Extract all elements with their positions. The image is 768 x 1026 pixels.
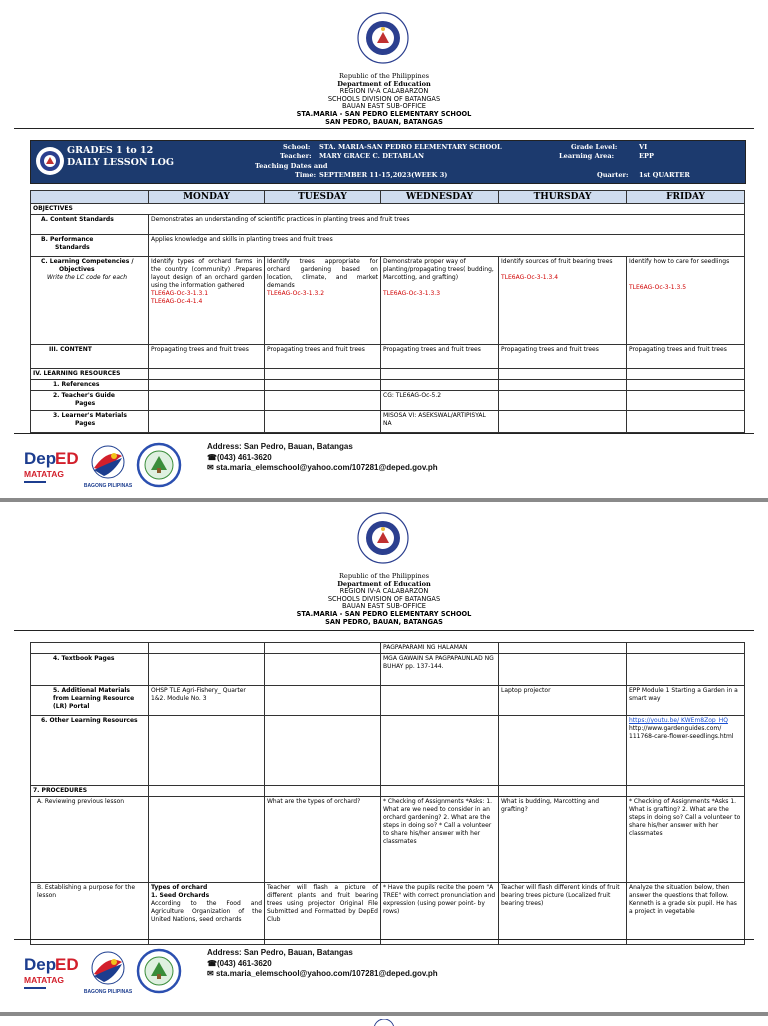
dates-value: SEPTEMBER 11-15,2023(WEEK 3) [319,171,448,179]
empty-cell [149,369,265,380]
empty-cell [149,716,265,786]
lm-wednesday: MISOSA VI: ASEKSWAL/ARTIPISYAL NA [381,411,499,433]
svg-text:BAGONG PILIPINAS: BAGONG PILIPINAS [84,483,132,489]
dll-title-line: GRADES 1 to 12 [67,145,154,156]
empty-cell [381,380,499,391]
lc-thursday [499,257,627,345]
empty-cell [149,786,265,797]
row-label-line: C. Learning Competencies / [41,258,134,265]
contact-block [207,442,438,474]
empty-cell [499,380,627,391]
table-row [31,257,745,345]
page-2 [0,502,768,1012]
tg-wednesday: CG: TLE6AG-Oc-5.2 [381,391,499,411]
divider [14,939,754,940]
table-row [31,380,745,391]
lc-text: Identify how to care for seedlings [629,258,730,265]
lc-text: Demonstrate proper way of planting/propagating trees( budding, Marcotting, and grafting) [383,258,494,281]
dll-header [30,140,746,184]
addl-monday: OHSP TLE Agri-Fishery_ Quarter 1&2. Module No. 3 [149,686,265,716]
svg-text:Dep: Dep [24,449,57,468]
svg-text:ED: ED [55,449,79,468]
empty-cell [265,786,381,797]
lc-text: Identify trees appropriate for orchard gardening based on location, climate, and market demands [267,258,378,289]
lc-tuesday [265,257,381,345]
letterhead-line: BAUAN EAST SUB-OFFICE [342,602,426,611]
empty-cell [265,643,381,654]
row-label [31,235,149,257]
purpose-thursday: Teacher will flash different kinds of fruit bearing trees picture (Localized fruit bearing trees) [499,883,627,945]
footer [0,436,768,496]
content-tuesday: Propagating trees and fruit trees [265,345,381,369]
letterhead-line: SAN PEDRO, BAUAN, BATANGAS [325,617,443,626]
phone-icon: ☎ [207,452,217,462]
svg-text:BAGONG PILIPINAS: BAGONG PILIPINAS [84,989,132,995]
letterhead-line: SAN PEDRO, BAUAN, BATANGAS [325,117,443,126]
review-thursday: What is budding, Marcotting and grafting? [499,797,627,883]
textbook-wednesday: MGA GAWAIN SA PAGPAPAUNLAD NG BUHAY pp. 137-144. [381,654,499,686]
teacher-value: MARY GRACE C. DETABLAN [319,152,424,160]
row-label [31,391,149,411]
letterhead-line: SCHOOLS DIVISION OF BATANGAS [327,94,441,103]
empty-cell [381,716,499,786]
table-row [31,369,745,380]
day-tuesday: TUESDAY [265,191,381,204]
purpose-tuesday: Teacher will flash a picture of different plants and fruit bearing trees using projector Original File Submitted and Formatted by DepEd Club [265,883,381,945]
row-label-line: B. Performance [41,236,94,243]
page-3-peek [0,1016,768,1026]
empty-cell [149,391,265,411]
purpose-monday [149,883,265,945]
bagong-pilipinas-logo-icon [84,948,132,996]
svg-text:MATATAG: MATATAG [24,975,64,985]
table-row [31,204,745,215]
lc-text: Identify types of orchard farms in the country (community) .Prepares layout design of an orchard garden using the information gathered [151,258,262,289]
address-text: Address: San Pedro, Bauan, Batangas [207,442,353,451]
school-seal-icon [136,442,182,488]
lc-code: TLE6AG-Oc-3-1.3.5 [629,284,687,291]
school-value: STA. MARIA-SAN PEDRO ELEMENTARY SCHOOL [319,143,502,151]
purpose-subtitle: 1. Seed Orchards [151,892,210,899]
dll-title-block [31,141,211,183]
empty-cell [627,391,745,411]
grade-value: VI [639,143,648,151]
content-wednesday: Propagating trees and fruit trees [381,345,499,369]
empty-cell [627,654,745,686]
empty-cell [265,716,381,786]
row-label: A. Content Standards [31,215,149,235]
lc-code: TLE6AG-Oc-3-1.3.2 [267,290,325,297]
letterhead-line: REGION IV-A CALABARZON [339,587,429,596]
day-wednesday: WEDNESDAY [381,191,499,204]
row-label-line: Pages [75,400,96,407]
letterhead-line: SCHOOLS DIVISION OF BATANGAS [327,594,441,603]
letterhead-line: Department of Education [337,79,431,88]
address-text: Address: San Pedro, Bauan, Batangas [207,948,353,957]
day-thursday: THURSDAY [499,191,627,204]
lc-wednesday [381,257,499,345]
empty-cell [149,797,265,883]
table-row [31,883,745,945]
lc-code: TLE6AG-Oc-3-1.3.1 [151,290,209,297]
svg-text:ED: ED [55,955,79,974]
empty-cell [265,686,381,716]
empty-cell [149,643,265,654]
email-line [207,969,438,980]
row-label: 7. PROCEDURES [31,786,149,797]
empty-cell [265,411,381,433]
page-1 [0,0,768,498]
purpose-wednesday: * Have the pupils recite the poem "A TREE" with correct pronunciation and expression (using power point- by rows) [381,883,499,945]
row-label: 1. References [31,380,149,391]
bagong-pilipinas-logo-icon [84,442,132,490]
empty-cell [265,369,381,380]
row-label: III. CONTENT [31,345,149,369]
envelope-icon: ✉ [207,969,216,978]
lc-code: TLE6AG-Oc-3-1.3.4 [501,274,559,281]
phone-icon: ☎ [207,958,217,968]
empty-cell [627,369,745,380]
svg-text:Dep: Dep [24,955,57,974]
youtube-link[interactable]: https://youtu.be/ KWEm8Zop_HQ [629,717,728,724]
letterhead-line: STA.MARIA - SAN PEDRO ELEMENTARY SCHOOL [296,609,472,618]
letterhead-line: REGION IV-A CALABARZON [339,87,429,96]
lc-code: TLE6AG-Oc-3-1.3.3 [383,290,441,297]
review-friday: * Checking of Assignments *Asks 1. What is grafting? 2. What are the steps in doing so? Call a volunteer to share his/her answer with her classmates [627,797,745,883]
addl-thursday: Laptop projector [499,686,627,716]
empty-cell [499,643,627,654]
lc-friday [627,257,745,345]
grade-label: Grade Level: [571,143,618,151]
dates-label: Time: [295,171,317,179]
deped-seal-icon [35,146,65,176]
content-standards: Demonstrates an understanding of scientific practices in planting trees and fruit trees [149,215,745,235]
email-text: sta.maria_elemschool@yahoo.com/107281@deped.gov.ph [215,463,438,472]
corner-cell [31,191,149,204]
phone-text: (043) 461-3620 [216,958,272,968]
letterhead-line: Department of Education [337,579,431,588]
quarter-value: 1st QUARTER [639,171,690,179]
dll-title [67,145,174,169]
table-row [31,716,745,786]
row-label: 4. Textbook Pages [31,654,149,686]
dates-label: Teaching Dates and [255,162,328,170]
row-label-line: 3. Learner's Materials [53,412,127,419]
table-row [31,345,745,369]
empty-cell [381,786,499,797]
row-label: 6. Other Learning Resources [31,716,149,786]
deped-matatag-logo-icon [22,444,80,490]
table-row [31,215,745,235]
empty-cell [627,643,745,654]
letterhead-line: Republic of the Philippines [338,72,430,80]
empty-cell [499,391,627,411]
footer [0,942,768,1002]
content-thursday: Propagating trees and fruit trees [499,345,627,369]
row-label [31,257,149,345]
empty-cell [149,380,265,391]
deped-seal-icon [357,12,409,64]
row-label [31,411,149,433]
content-monday: Propagating trees and fruit trees [149,345,265,369]
empty-cell [381,686,499,716]
table-row [31,411,745,433]
table-row [31,643,745,654]
addl-friday: EPP Module 1 Starting a Garden in a smart way [627,686,745,716]
area-label: Learning Area: [559,152,615,160]
phone-text: (043) 461-3620 [216,452,272,462]
table-row [31,797,745,883]
empty-cell [499,716,627,786]
phone-line [207,959,438,970]
letterhead-line: Republic of the Philippines [338,572,430,580]
school-seal-icon [136,948,182,994]
envelope-icon: ✉ [207,463,216,472]
row-label-line: Standards [55,244,90,251]
divider [14,128,754,129]
performance-standards: Applies knowledge and skills in planting trees and fruit trees [149,235,745,257]
empty-cell [149,411,265,433]
empty-cell [499,369,627,380]
teacher-label: Teacher: [280,152,312,160]
empty-cell [499,411,627,433]
table-row [31,654,745,686]
lesson-table-continued [30,642,745,945]
empty-cell [627,786,745,797]
empty-cell [499,786,627,797]
deped-matatag-logo-icon [22,950,80,996]
svg-text:MATATAG: MATATAG [24,469,64,479]
empty-cell [265,654,381,686]
row-label: B. Establishing a purpose for the lesson [31,883,149,945]
table-row [31,686,745,716]
letterhead [0,573,768,626]
divider [14,433,754,434]
empty-cell [627,411,745,433]
day-friday: FRIDAY [627,191,745,204]
table-row [31,786,745,797]
letterhead-line: BAUAN EAST SUB-OFFICE [342,102,426,111]
row-label: IV. LEARNING RESOURCES [31,369,149,380]
table-row [31,391,745,411]
lesson-table [30,190,745,433]
purpose-text: According to the Food and Agriculture Organization of the United Nations, seed orchards [151,900,262,923]
area-value: EPP [639,152,654,160]
empty-cell [149,654,265,686]
content-friday: Propagating trees and fruit trees [627,345,745,369]
empty-cell [265,380,381,391]
empty-cell [31,643,149,654]
table-row [31,235,745,257]
phone-line [207,453,438,464]
contact-block [207,948,438,980]
lc-text: Identify sources of fruit bearing trees [501,258,613,265]
purpose-friday: Analyze the situation below, then answer the questions that follow. Kenneth is a grade six pupil. He has a project in vegetable [627,883,745,945]
other-friday [627,716,745,786]
letterhead-line: STA.MARIA - SAN PEDRO ELEMENTARY SCHOOL [296,109,472,118]
row-label-line: Objectives [59,266,95,273]
letterhead [0,73,768,126]
day-header-row [31,191,745,204]
day-monday: MONDAY [149,191,265,204]
lc-monday [149,257,265,345]
objectives-heading: OBJECTIVES [31,204,745,215]
empty-cell [265,391,381,411]
row-label: 5. Additional Materials from Learning Resource (LR) Portal [31,686,149,716]
lc-code: TLE6AG-Oc-4-1.4 [151,298,203,305]
purpose-title: Types of orchard [151,884,208,891]
deped-seal-icon [372,1019,396,1026]
gardenguides-link[interactable]: http://www.gardenguides.com/ 111768-care-flower-seedlings.html [629,725,734,740]
row-label-line: Write the LC code for each [47,274,128,281]
review-wednesday: * Checking of Assignments *Asks: 1. What are we need to consider in an orchard gardening? 2. What are the steps in doing so? * Call a volunteer to share his/her answer with her classmates [381,797,499,883]
dll-info [211,141,745,183]
school-label: School: [283,143,311,151]
dll-title-line: DAILY LESSON LOG [67,157,174,168]
empty-cell [499,654,627,686]
empty-cell [381,369,499,380]
row-label-line: 2. Teacher's Guide [53,392,115,399]
email-line [207,463,438,474]
divider [14,630,754,631]
row-label: A. Reviewing previous lesson [31,797,149,883]
empty-cell [627,380,745,391]
quarter-label: Quarter: [597,171,629,179]
email-text: sta.maria_elemschool@yahoo.com/107281@deped.gov.ph [215,969,438,978]
lm-wednesday-cont: PAGPAPARAMI NG HALAMAN [381,643,499,654]
review-tuesday: What are the types of orchard? [265,797,381,883]
row-label-line: Pages [75,420,96,427]
deped-seal-icon [357,512,409,564]
